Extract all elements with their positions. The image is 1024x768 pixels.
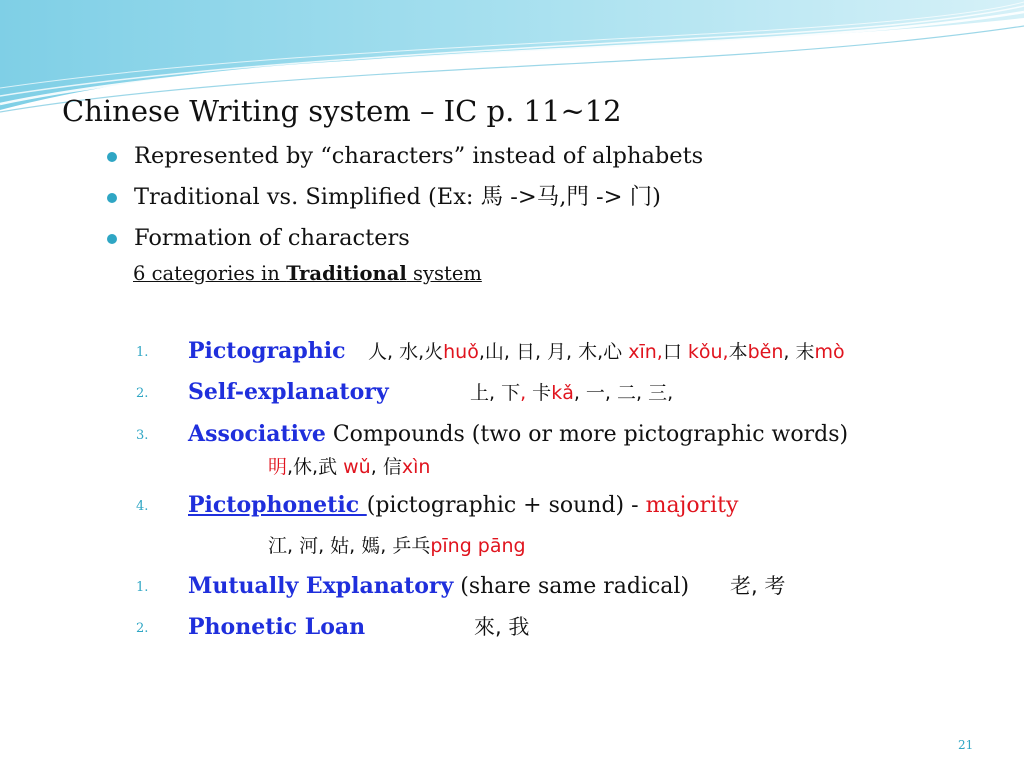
category-term: Pictographic <box>188 338 346 364</box>
example-segment: pīng pāng <box>430 535 526 557</box>
category-term: Self-explanatory <box>188 379 389 405</box>
bullet-text: Formation of characters <box>134 225 410 251</box>
category-examples <box>730 571 785 601</box>
example-segment: 老, 考 <box>730 574 786 598</box>
example-segment: 火 <box>424 341 444 363</box>
example-segment: kǎ <box>551 382 574 404</box>
example-segment: 口 <box>662 341 688 363</box>
example-segment: wǔ <box>343 456 371 478</box>
category-description: Compounds (two or more pictographic words) <box>325 422 849 447</box>
example-segment: xīn, <box>628 341 663 363</box>
sub-heading <box>133 262 482 285</box>
category-row <box>188 419 848 450</box>
category-row <box>188 571 689 602</box>
example-segment: 本 <box>728 341 748 363</box>
example-segment: 人, 水, <box>368 341 425 363</box>
sub-heading-bold: Traditional <box>286 262 407 285</box>
example-segment: 卡 <box>526 382 552 404</box>
example-segment: ,休,武 <box>287 456 344 478</box>
example-segment: běn <box>747 341 784 363</box>
list-number: 2. <box>136 386 149 401</box>
category-examples <box>470 378 673 408</box>
list-number: 3. <box>136 428 149 443</box>
example-segment: , 一, 二, 三, <box>573 382 674 404</box>
category-examples <box>474 612 529 642</box>
page-number: 21 <box>958 738 974 752</box>
sub-heading-suffix: system <box>406 262 482 285</box>
category-row <box>188 490 738 521</box>
category-term: Pictophonetic <box>188 492 367 518</box>
example-segment: 明 <box>268 456 288 478</box>
category-examples <box>368 337 845 367</box>
category-term: Mutually Explanatory <box>188 573 454 599</box>
example-segment: huǒ <box>443 341 479 363</box>
category-term: Phonetic Loan <box>188 614 366 640</box>
category-description-highlight: majority <box>645 493 739 518</box>
example-segment: , <box>520 382 527 404</box>
category-term: Associative <box>188 421 326 447</box>
example-segment: 江, 河, 姑, 媽, 乒乓 <box>268 535 431 557</box>
example-segment: mò <box>814 341 845 363</box>
list-number: 1. <box>136 580 149 595</box>
bullet-text: Traditional vs. Simplified (Ex: 馬 ->马,門 -> 门) <box>134 184 661 210</box>
list-number: 2. <box>136 621 149 636</box>
bullet-text: Represented by “characters” instead of alphabets <box>134 143 704 169</box>
example-segment: kǒu, <box>687 341 729 363</box>
category-examples <box>268 452 430 482</box>
category-row <box>188 377 389 408</box>
category-description: (pictographic + sound) - <box>366 493 646 518</box>
category-row <box>188 336 346 367</box>
category-description: (share same radical) <box>453 574 690 599</box>
bullet-dot-icon <box>107 234 117 244</box>
slide-title: Chinese Writing system – IC p. 11~12 <box>62 94 622 128</box>
category-row <box>188 612 365 643</box>
example-segment: ,山, 日, 月, 木,心 <box>478 341 629 363</box>
bullet-dot-icon <box>107 152 117 162</box>
example-segment: xìn <box>401 456 431 478</box>
example-segment: , 信 <box>370 456 402 478</box>
list-number: 4. <box>136 499 149 514</box>
category-examples <box>268 531 526 561</box>
list-number: 1. <box>136 345 149 360</box>
bullet-dot-icon <box>107 193 117 203</box>
example-segment: 上, 下 <box>470 382 521 404</box>
sub-heading-prefix: 6 categories in <box>133 262 287 285</box>
example-segment: , 末 <box>783 341 815 363</box>
example-segment: 來, 我 <box>474 615 530 639</box>
